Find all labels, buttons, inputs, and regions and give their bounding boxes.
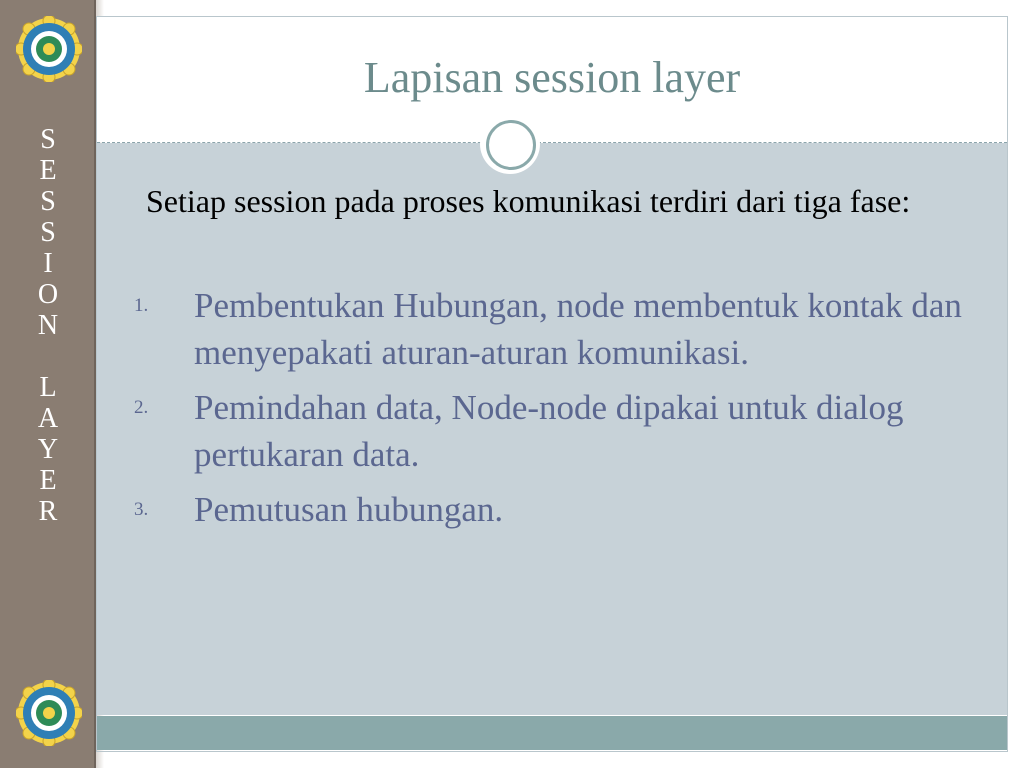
list-text: Pemutusan hubungan. <box>194 490 504 529</box>
sidebar-letter: A <box>37 403 59 434</box>
phase-list <box>134 282 994 541</box>
sidebar-letter: S <box>40 124 56 155</box>
circle-ring <box>486 120 536 170</box>
sidebar-vertical-title <box>0 124 96 527</box>
sidebar-letter: S <box>40 186 56 217</box>
circle-ornament-icon <box>480 114 540 174</box>
sidebar-letter: S <box>40 217 56 248</box>
sidebar-letter: N <box>37 310 59 341</box>
sidebar-letter: Y <box>37 434 59 465</box>
list-item <box>134 486 994 533</box>
list-item <box>134 384 994 478</box>
sidebar-letter: L <box>39 372 57 403</box>
sidebar-letter: E <box>39 465 57 496</box>
list-text: Pembentukan Hubungan, node membentuk kontak dan menyepakati aturan-aturan komunikasi. <box>194 286 962 372</box>
list-text: Pemindahan data, Node-node dipakai untuk dialog pertukaran data. <box>194 388 904 474</box>
sidebar-letter: R <box>38 496 58 527</box>
sidebar-letter: I <box>43 248 53 279</box>
list-number: 2. <box>134 397 149 418</box>
list-number: 1. <box>134 295 149 316</box>
university-seal-icon <box>16 16 82 82</box>
sidebar-letter <box>0 341 96 372</box>
page-title: Lapisan session layer <box>363 53 741 102</box>
sidebar-letter: O <box>37 279 59 310</box>
list-number: 3. <box>134 499 149 520</box>
sidebar-letter: E <box>39 155 57 186</box>
university-seal-icon <box>16 680 82 746</box>
list-item <box>134 282 994 376</box>
intro-text: Setiap session pada proses komunikasi terdiri dari tiga fase: <box>146 183 911 219</box>
